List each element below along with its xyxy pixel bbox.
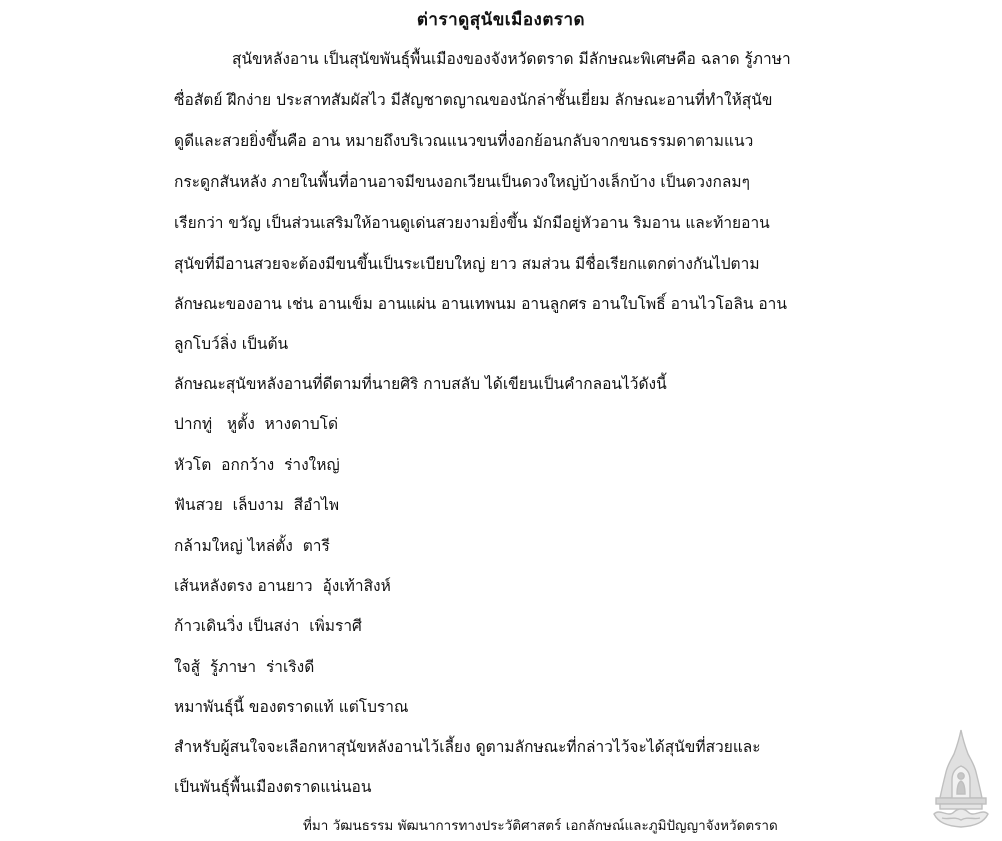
poem-line: กล้ามใหญ่ ไหล่ตั้ง ตารี: [174, 537, 330, 555]
poem-line: ใจสู้ รู้ภาษา ร่าเริงดี: [174, 658, 315, 676]
paragraph-line: ดูดีและสวยยิ่งขึ้นคือ อาน หมายถึงบริเวณแนวขนที่งอกย้อนกลับจากขนธรรมดาตามแนว: [174, 132, 754, 150]
paragraph-line: ลูกโบว์ลิ่ง เป็นต้น: [174, 335, 289, 353]
poem-line: เส้นหลังตรง อานยาว อุ้งเท้าสิงห์: [174, 577, 391, 595]
paragraph-line: เรียกว่า ขวัญ เป็นส่วนเสริมให้อานดูเด่นสวยงามยิ่งขึ้น มักมีอยู่หัวอาน ริมอาน และท้ายอาน: [174, 214, 770, 232]
paragraph-line: สุนัขหลังอาน เป็นสุนัขพันธุ์พื้นเมืองของจังหวัดตราด มีลักษณะพิเศษคือ ฉลาด รู้ภาษา: [232, 50, 791, 68]
paragraph-line: ลักษณะสุนัขหลังอานที่ดีตามที่นายศิริ กาบสลับ ได้เขียนเป็นคำกลอนไว้ดังนี้: [174, 375, 667, 393]
paragraph-line: ลักษณะของอาน เช่น อานเข็ม อานแผ่น อานเทพนม อานลูกศร อานใบโพธิ์ อานไวโอลิน อาน: [174, 295, 787, 313]
ministry-of-culture-emblem-icon: [930, 728, 992, 832]
poem-line: ฟันสวย เล็บงาม สีอำไพ: [174, 496, 340, 514]
poem-line: ปากทู่ หูตั้ง หางดาบโด่: [174, 415, 339, 433]
paragraph-line: ซื่อสัตย์ ฝึกง่าย ประสาทสัมผัสไว มีสัญชาตญาณของนักล่าชั้นเยี่ยม ลักษณะอานที่ทำให้สุนัข: [174, 91, 773, 109]
page-title: ต่าราดูสุนัขเมืองตราด: [416, 10, 586, 30]
poem-line: ก้าวเดินวิ่ง เป็นสง่า เพิ่มราศี: [174, 617, 362, 635]
paragraph-line: เป็นพันธุ์พื้นเมืองตราดแน่นอน: [174, 778, 372, 796]
poem-line: หมาพันธุ์นี้ ของตราดแท้ แต่โบราณ: [174, 698, 409, 716]
poem-line: หัวโต อกกว้าง ร่างใหญ่: [174, 456, 340, 474]
source-citation: ที่มา วัฒนธรรม พัฒนาการทางประวัติศาสตร์ เอกลักษณ์และภูมิปัญญาจังหวัดตราด: [303, 818, 778, 834]
paragraph-line: สำหรับผู้สนใจจะเลือกหาสุนัขหลังอานไว้เลี้ยง ดูตามลักษณะที่กล่าวไว้จะได้สุนัขที่สวยและ: [174, 738, 761, 756]
paragraph-line: กระดูกสันหลัง ภายในพื้นที่อานอาจมีขนงอกเวียนเป็นดวงใหญ่บ้างเล็กบ้าง เป็นดวงกลมๆ: [174, 173, 750, 191]
paragraph-line: สุนัขที่มีอานสวยจะต้องมีขนขึ้นเป็นระเบียบใหญ่ ยาว สมส่วน มีชื่อเรียกแตกต่างกันไปตาม: [174, 255, 760, 273]
